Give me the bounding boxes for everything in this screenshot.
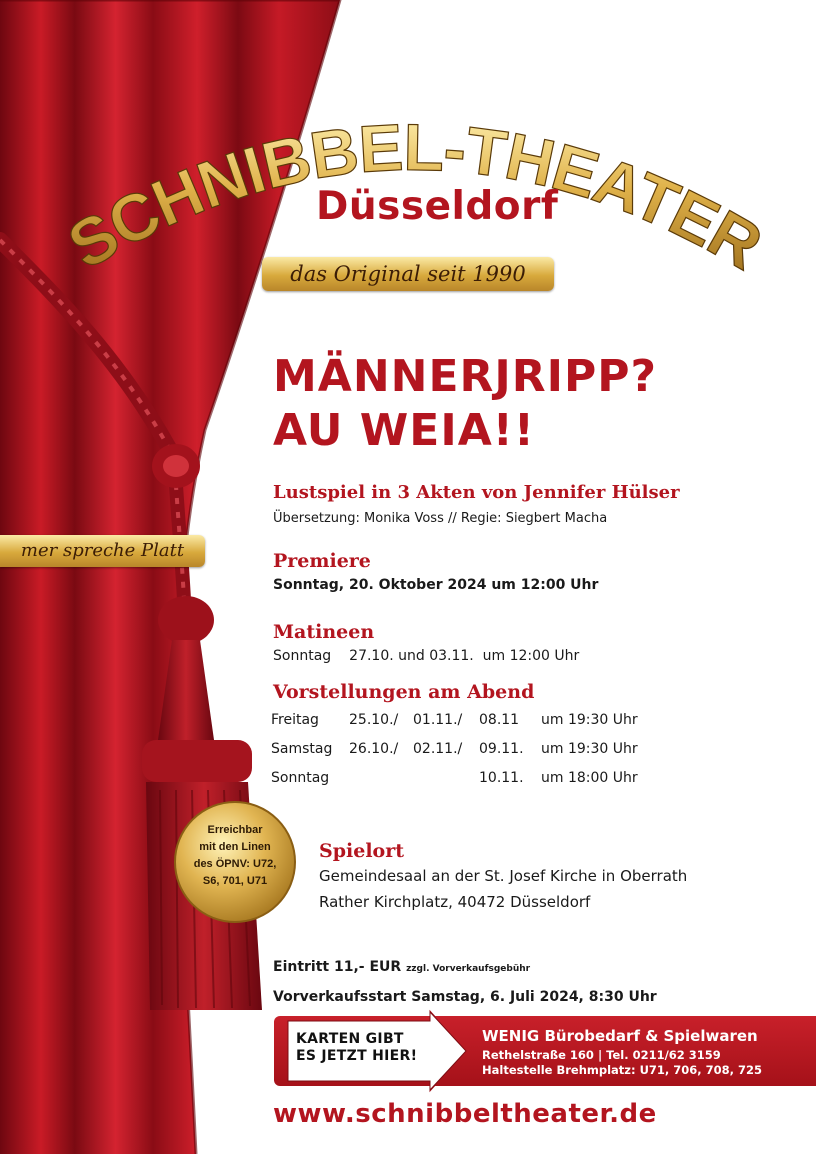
oepnv-line: S6, 701, U71 xyxy=(202,875,268,887)
play-subtitle: Lustspiel in 3 Akten von Jennifer Hülser xyxy=(273,482,680,503)
schedule-day: Sonntag xyxy=(271,769,330,786)
premiere-heading: Premiere xyxy=(273,550,371,572)
dialect-badge: mer spreche Platt xyxy=(0,535,205,567)
shop-name: WENIG Bürobedarf & Spielwaren xyxy=(482,1027,758,1045)
oepnv-line: mit den Linen xyxy=(199,841,271,853)
cta-text xyxy=(296,1031,417,1065)
schedule-time: um 18:00 Uhr xyxy=(541,769,638,786)
oepnv-line: des ÖPNV: U72, xyxy=(193,858,277,870)
presale-start: Vorverkaufsstart Samstag, 6. Juli 2024, 8:30 Uhr xyxy=(273,989,657,1005)
venue-name: Gemeindesaal an der St. Josef Kirche in Oberrath xyxy=(319,867,688,885)
theater-name-arc: SCHNIBBEL-THEATER xyxy=(55,109,774,283)
website-link[interactable]: www.schnibbeltheater.de xyxy=(273,1099,657,1129)
schedule-date: 08.11 xyxy=(479,711,520,728)
premiere-date: Sonntag, 20. Oktober 2024 um 12:00 Uhr xyxy=(273,577,599,593)
schedule-date: 01.11./ xyxy=(413,711,463,728)
city-name: Düsseldorf xyxy=(316,184,559,229)
venue-address: Rather Kirchplatz, 40472 Düsseldorf xyxy=(319,893,591,911)
shop-transit-stop: Haltestelle Brehmplatz: U71, 706, 708, 725 xyxy=(482,1063,763,1077)
evening-heading: Vorstellungen am Abend xyxy=(273,681,535,703)
play-title-line2: AU WEIA!! xyxy=(273,405,535,456)
oepnv-line: Erreichbar xyxy=(207,824,263,836)
schedule-date: 25.10./ xyxy=(349,711,399,728)
matineen-heading: Matineen xyxy=(273,621,375,643)
cta-line2: ES JETZT HIER! xyxy=(296,1048,418,1064)
price-text: Eintritt 11,- EUR xyxy=(273,959,402,975)
price-note: zzgl. Vorverkaufsgebühr xyxy=(406,964,531,974)
schedule-date: 09.11. xyxy=(479,740,524,757)
schedule-date: 26.10./ xyxy=(349,740,399,757)
schedule-day: Freitag xyxy=(271,711,319,728)
venue-heading: Spielort xyxy=(319,840,404,862)
matineen-time: um 12:00 Uhr xyxy=(482,648,580,664)
play-credits: Übersetzung: Monika Voss // Regie: Siegbert Macha xyxy=(273,511,608,526)
matineen-dates: 27.10. und 03.11. xyxy=(349,648,474,664)
schedule-time: um 19:30 Uhr xyxy=(541,711,638,728)
schedule-time: um 19:30 Uhr xyxy=(541,740,638,757)
matineen-day: Sonntag xyxy=(273,648,332,664)
cta-line1: KARTEN GIBT xyxy=(296,1031,404,1047)
play-title-line1: MÄNNERJRIPP? xyxy=(273,351,658,402)
shop-address: Rethelstraße 160 | Tel. 0211/62 3159 xyxy=(482,1048,721,1062)
schedule-date: 02.11./ xyxy=(413,740,463,757)
schedule-day: Samstag xyxy=(271,740,333,757)
schedule-date: 10.11. xyxy=(479,769,524,786)
tagline-badge: das Original seit 1990 xyxy=(262,257,554,291)
